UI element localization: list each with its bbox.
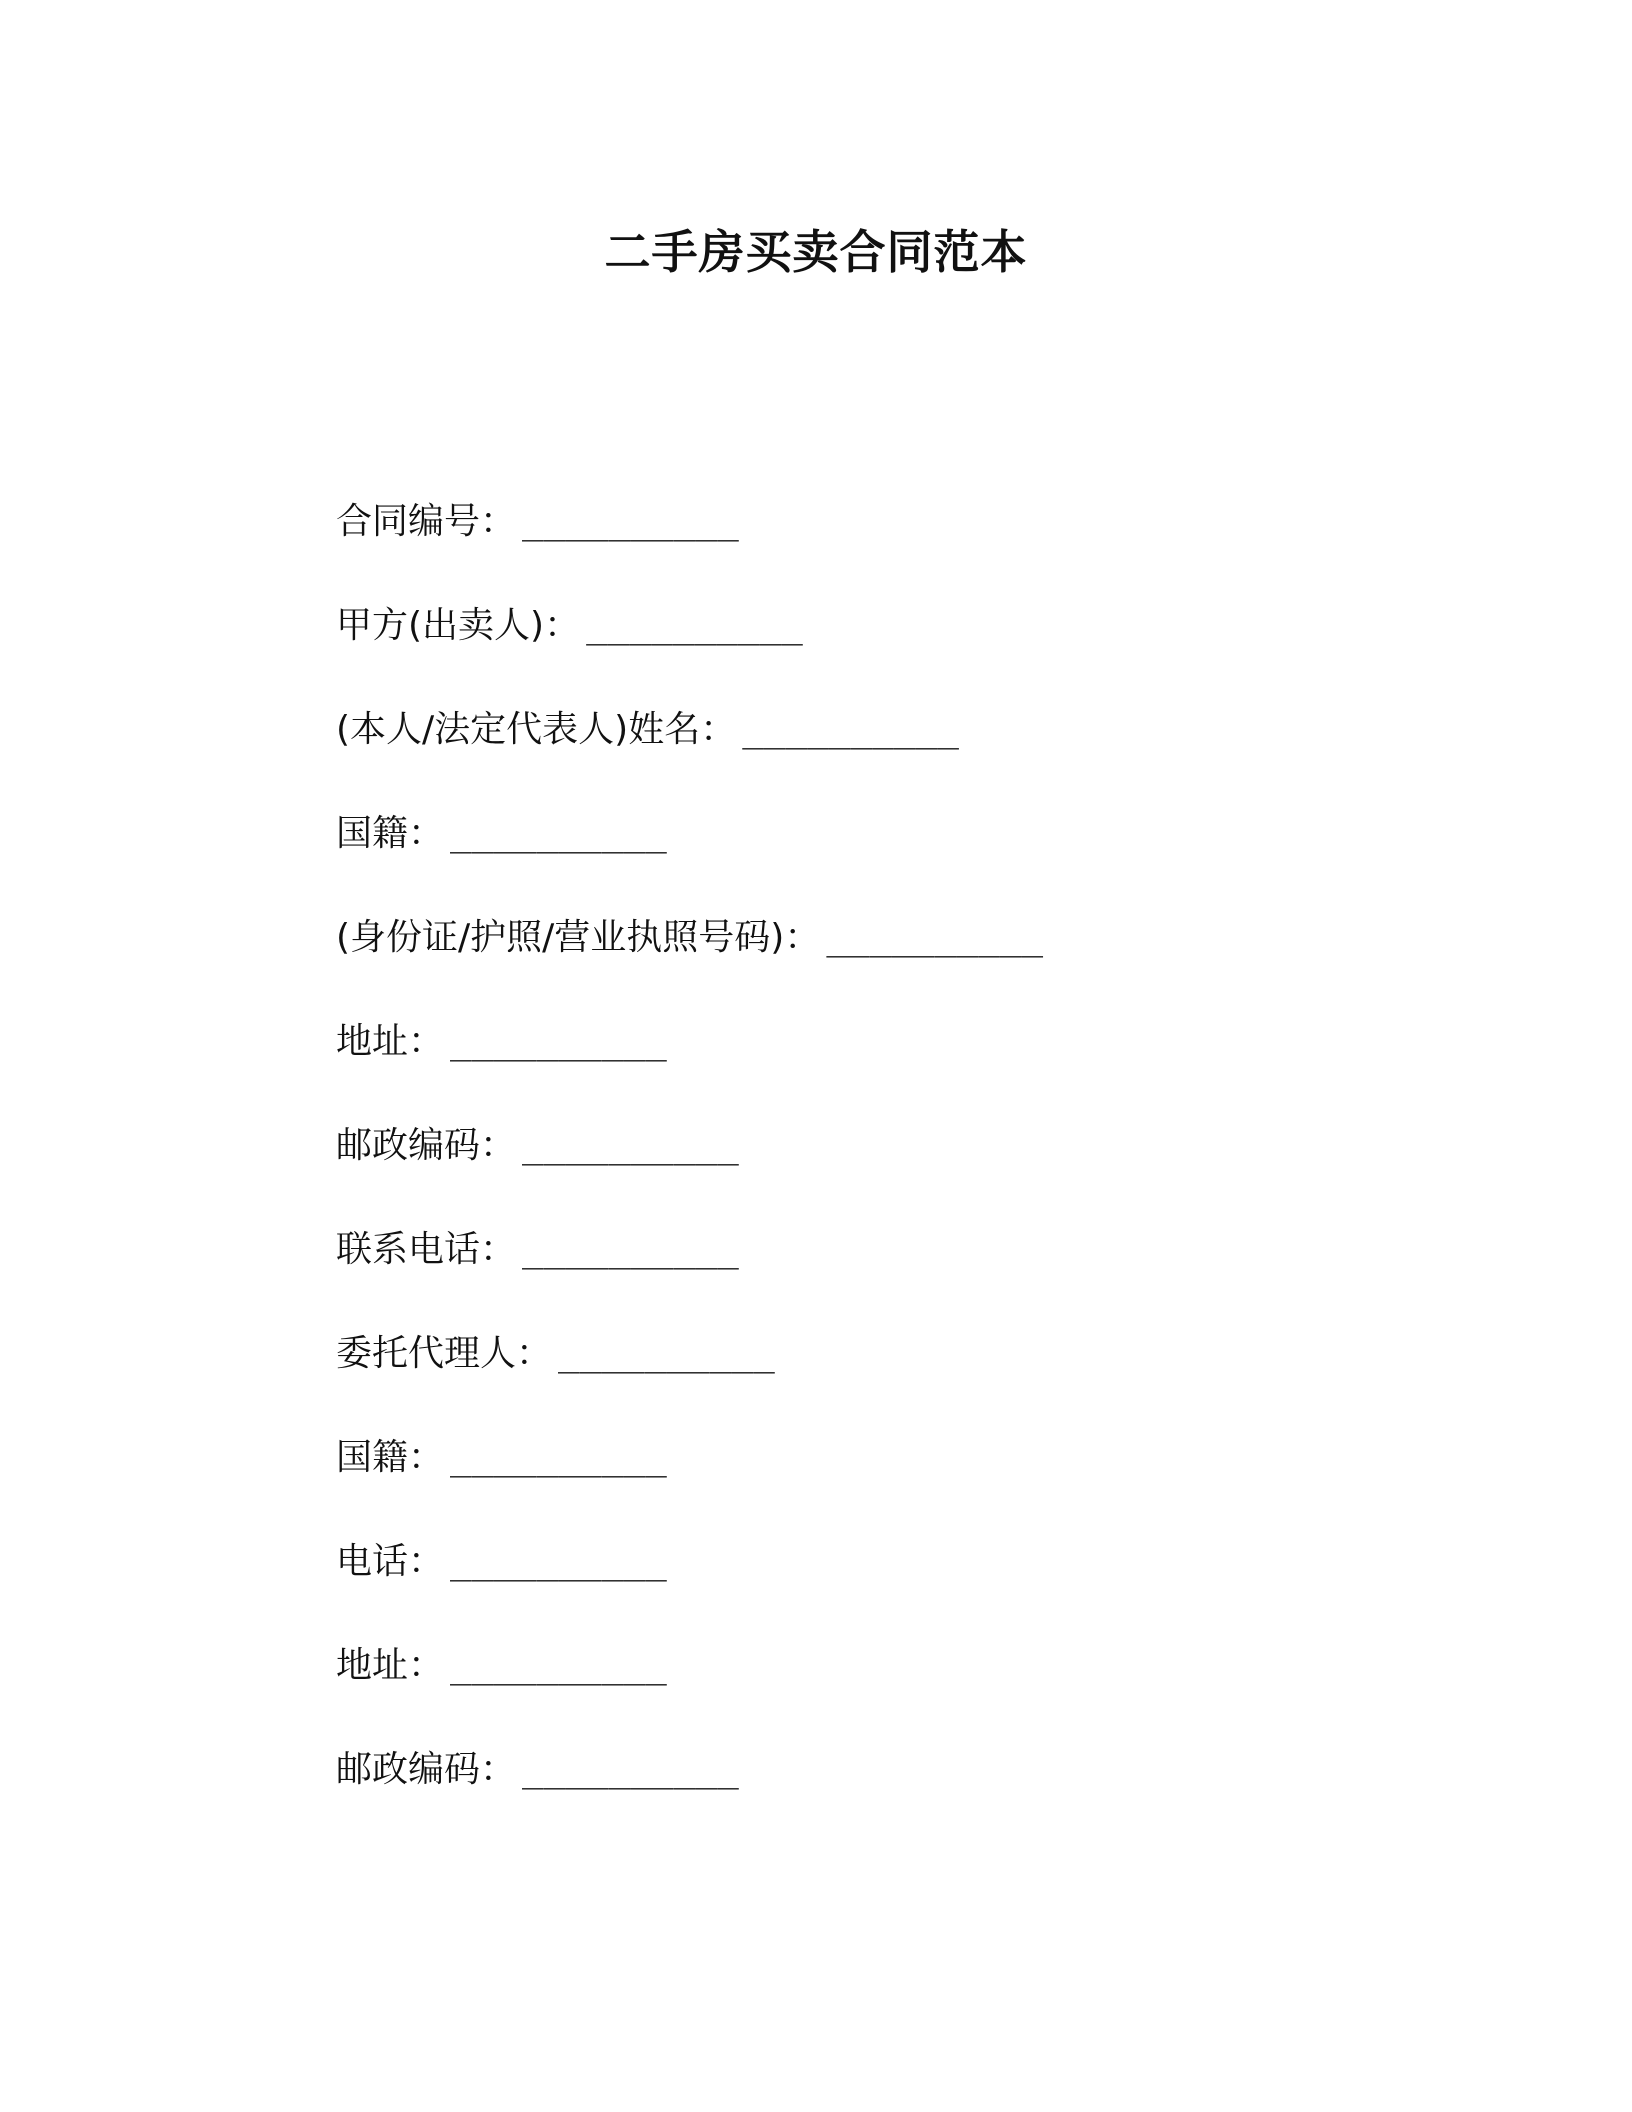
document-title: 二手房买卖合同范本 bbox=[604, 225, 1028, 279]
field-label: 邮政编码： bbox=[336, 1749, 517, 1790]
contract-field-list bbox=[336, 498, 1336, 1850]
fill-in-blank[interactable]: __________ bbox=[522, 1749, 739, 1790]
field-party-a-seller bbox=[336, 602, 1336, 706]
fill-in-blank[interactable]: __________ bbox=[586, 605, 803, 646]
field-contract-number bbox=[336, 498, 1336, 602]
fill-in-blank[interactable]: __________ bbox=[522, 1125, 739, 1166]
field-postal-code bbox=[336, 1122, 1336, 1226]
field-agent-postal-code bbox=[336, 1746, 1336, 1850]
fill-in-blank[interactable]: __________ bbox=[450, 1645, 667, 1686]
field-label: (身份证/护照/营业执照号码)： bbox=[336, 917, 821, 958]
fill-in-blank[interactable]: __________ bbox=[450, 813, 667, 854]
field-label: 地址： bbox=[336, 1645, 445, 1686]
field-address bbox=[336, 1018, 1336, 1122]
field-contact-phone bbox=[336, 1226, 1336, 1330]
fill-in-blank[interactable]: __________ bbox=[450, 1541, 667, 1582]
fill-in-blank[interactable]: __________ bbox=[558, 1333, 775, 1374]
field-authorized-agent bbox=[336, 1330, 1336, 1434]
field-representative-name bbox=[336, 706, 1336, 810]
field-label: (本人/法定代表人)姓名： bbox=[336, 709, 737, 750]
field-agent-phone bbox=[336, 1538, 1336, 1642]
fill-in-blank[interactable]: __________ bbox=[742, 709, 959, 750]
fill-in-blank[interactable]: __________ bbox=[826, 917, 1044, 958]
fill-in-blank[interactable]: __________ bbox=[450, 1437, 667, 1478]
field-id-number bbox=[336, 914, 1336, 1018]
fill-in-blank[interactable]: __________ bbox=[522, 1229, 739, 1270]
field-label: 委托代理人： bbox=[336, 1333, 553, 1374]
field-label: 地址： bbox=[336, 1021, 445, 1062]
field-label: 电话： bbox=[336, 1541, 445, 1582]
fill-in-blank[interactable]: __________ bbox=[450, 1021, 667, 1062]
field-label: 国籍： bbox=[336, 1437, 445, 1478]
field-label: 甲方(出卖人)： bbox=[336, 605, 581, 646]
fill-in-blank[interactable]: __________ bbox=[522, 501, 739, 542]
field-agent-nationality bbox=[336, 1434, 1336, 1538]
field-label: 合同编号： bbox=[336, 501, 517, 542]
field-nationality bbox=[336, 810, 1336, 914]
field-label: 国籍： bbox=[336, 813, 445, 854]
field-agent-address bbox=[336, 1642, 1336, 1746]
field-label: 邮政编码： bbox=[336, 1125, 517, 1166]
field-label: 联系电话： bbox=[336, 1229, 517, 1270]
